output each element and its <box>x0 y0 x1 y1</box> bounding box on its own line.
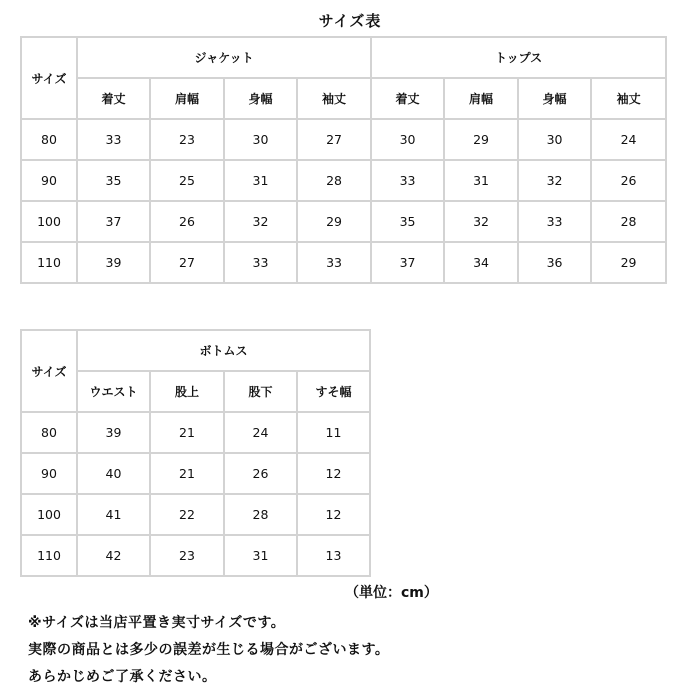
value-cell: 26 <box>591 160 666 201</box>
group-header-tops: トップス <box>371 37 666 78</box>
value-cell: 29 <box>591 242 666 283</box>
table-row <box>21 535 370 576</box>
value-cell: 23 <box>150 535 224 576</box>
value-cell: 21 <box>150 412 224 453</box>
size-cell: 90 <box>21 453 77 494</box>
column-header: すそ幅 <box>297 371 370 412</box>
value-cell: 32 <box>444 201 518 242</box>
value-cell: 30 <box>371 119 444 160</box>
value-cell: 22 <box>150 494 224 535</box>
value-cell: 23 <box>150 119 224 160</box>
size-table-bottoms <box>20 329 371 577</box>
value-cell: 30 <box>224 119 297 160</box>
value-cell: 31 <box>224 535 297 576</box>
value-cell: 25 <box>150 160 224 201</box>
value-cell: 35 <box>77 160 150 201</box>
value-cell: 39 <box>77 242 150 283</box>
value-cell: 41 <box>77 494 150 535</box>
value-cell: 28 <box>591 201 666 242</box>
column-header: 身幅 <box>224 78 297 119</box>
size-table-jacket-tops <box>20 36 667 284</box>
value-cell: 33 <box>518 201 591 242</box>
value-cell: 36 <box>518 242 591 283</box>
value-cell: 26 <box>150 201 224 242</box>
column-header: 着丈 <box>371 78 444 119</box>
value-cell: 29 <box>297 201 371 242</box>
column-header: 肩幅 <box>444 78 518 119</box>
value-cell: 30 <box>518 119 591 160</box>
value-cell: 12 <box>297 453 370 494</box>
table-row <box>21 201 666 242</box>
size-cell: 110 <box>21 535 77 576</box>
size-cell: 80 <box>21 119 77 160</box>
size-cell: 110 <box>21 242 77 283</box>
column-header: 股上 <box>150 371 224 412</box>
size-header: サイズ <box>21 37 77 119</box>
group-header-bottoms: ボトムス <box>77 330 370 371</box>
value-cell: 33 <box>297 242 371 283</box>
value-cell: 12 <box>297 494 370 535</box>
column-header: 身幅 <box>518 78 591 119</box>
value-cell: 42 <box>77 535 150 576</box>
table-row <box>21 494 370 535</box>
value-cell: 27 <box>297 119 371 160</box>
size-cell: 100 <box>21 494 77 535</box>
size-cell: 80 <box>21 412 77 453</box>
table-row <box>21 412 370 453</box>
value-cell: 39 <box>77 412 150 453</box>
note-line: ※サイズは当店平置き実寸サイズです。 <box>28 615 286 631</box>
column-header: 着丈 <box>77 78 150 119</box>
column-header: ウエスト <box>77 371 150 412</box>
group-header-jacket: ジャケット <box>77 37 371 78</box>
value-cell: 40 <box>77 453 150 494</box>
value-cell: 13 <box>297 535 370 576</box>
value-cell: 28 <box>224 494 297 535</box>
value-cell: 33 <box>224 242 297 283</box>
table-row <box>21 119 666 160</box>
table-row <box>21 160 666 201</box>
value-cell: 21 <box>150 453 224 494</box>
column-header: 肩幅 <box>150 78 224 119</box>
column-header: 袖丈 <box>297 78 371 119</box>
page-title: サイズ表 <box>318 12 382 30</box>
value-cell: 33 <box>371 160 444 201</box>
size-cell: 100 <box>21 201 77 242</box>
note-line: 実際の商品とは多少の誤差が生じる場合がございます。 <box>28 642 390 658</box>
value-cell: 26 <box>224 453 297 494</box>
table-row <box>21 242 666 283</box>
note-line: あらかじめご了承ください。 <box>28 669 217 685</box>
value-cell: 24 <box>591 119 666 160</box>
value-cell: 31 <box>444 160 518 201</box>
column-header: 袖丈 <box>591 78 666 119</box>
size-cell: 90 <box>21 160 77 201</box>
column-header: 股下 <box>224 371 297 412</box>
value-cell: 37 <box>371 242 444 283</box>
value-cell: 32 <box>518 160 591 201</box>
value-cell: 35 <box>371 201 444 242</box>
value-cell: 32 <box>224 201 297 242</box>
value-cell: 33 <box>77 119 150 160</box>
table-row <box>21 453 370 494</box>
unit-label: （単位：cm） <box>345 585 438 601</box>
value-cell: 37 <box>77 201 150 242</box>
value-cell: 28 <box>297 160 371 201</box>
value-cell: 27 <box>150 242 224 283</box>
value-cell: 29 <box>444 119 518 160</box>
value-cell: 34 <box>444 242 518 283</box>
value-cell: 31 <box>224 160 297 201</box>
size-header: サイズ <box>21 330 77 412</box>
value-cell: 11 <box>297 412 370 453</box>
value-cell: 24 <box>224 412 297 453</box>
